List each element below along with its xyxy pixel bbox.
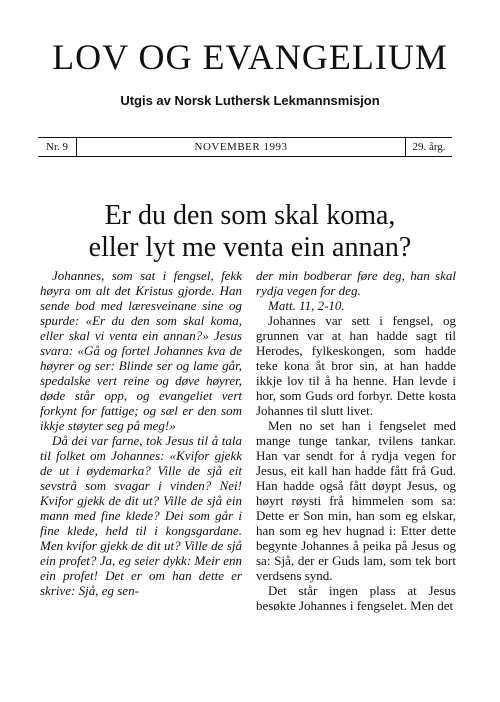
masthead-title: LOV OG EVANGELIUM [52,37,448,77]
issue-year: 29. årg. [405,138,452,156]
body-paragraph-3: Det står ingen plass at Jesus besøkte Johannes i fengselet. Men det [256,583,456,613]
headline-line-1: Er du den som skal koma, [104,200,396,231]
article-headline [0,200,500,264]
article-column-left [40,268,242,598]
scripture-continuation: der min bodberar føre deg, han skal rydja vegen for deg. [256,268,456,298]
body-paragraph-2: Men no set han i fengselet med mange tunge tankar, tvilens tankar. Han var sendt for å rydja vegen for Jesus, eit kall han hadde fått frå Gud. Han hadde også fått døypt Jesus, og høyrt røysti frå himmelen som sa: Dette er Son min, han som eg elskar, han som eg hev hugnad i: Etter dette begynte Johannes å peika på Jesus og sa: Sjå, der er Guds lam, som tek bort verdsens synd. [256,418,456,583]
scripture-paragraph-1: Johannes, som sat i fengsel, fekk høyra om alt det Kristus gjorde. Han sende bod med læresveinane sine og spurde: «Er du den som skal koma, eller skal vi venta ein annan?» Jesus svara: «Gå og fortel Johannes kva de høyrer og ser: Blinde ser og lame går, spedalske vert reine og døve høyrer, døde står opp, og evangeliet vert forkynt for fattige; og sæl er den som ikkje støyter seg på meg!» [40,268,242,433]
issue-bar [38,137,452,157]
issue-number: Nr. 9 [38,138,77,156]
scripture-paragraph-2: Då dei var farne, tok Jesus til å tala til folket om Johannes: «Kvifor gjekk de ut i øydemarka? Ville de sjå eit sevstrå som svagar i vinden? Nei! Kvifor gjekk de dit ut? Ville de sjå ein mann med fine klede? Dei som går i fine klede, held til i kongsgardane. Men kvifor gjekk de dit ut? Ville de sjå ein profet? Ja, eg seier dykk: Meir enn ein profet! Det er om han dette er skrive: Sjå, eg sen- [40,433,242,598]
scripture-reference: Matt. 11, 2-10. [268,298,345,313]
masthead-subtitle: Utgis av Norsk Luthersk Lekmannsmisjon [120,93,380,108]
headline-line-2: eller lyt me venta ein annan? [88,232,412,263]
body-paragraph-1: Johannes var sett i fengsel, og grunnen var at han hadde sagt til Herodes, fylkeskongen, som hadde teke kona åt bror sin, at han hadde ikkje lov til å ha henne. Han levde i hor, som Guds ord forbyr. Dette kosta Johannes til slutt livet. [256,313,456,418]
article-column-right [256,268,456,613]
issue-date: NOVEMBER 1993 [194,141,288,153]
